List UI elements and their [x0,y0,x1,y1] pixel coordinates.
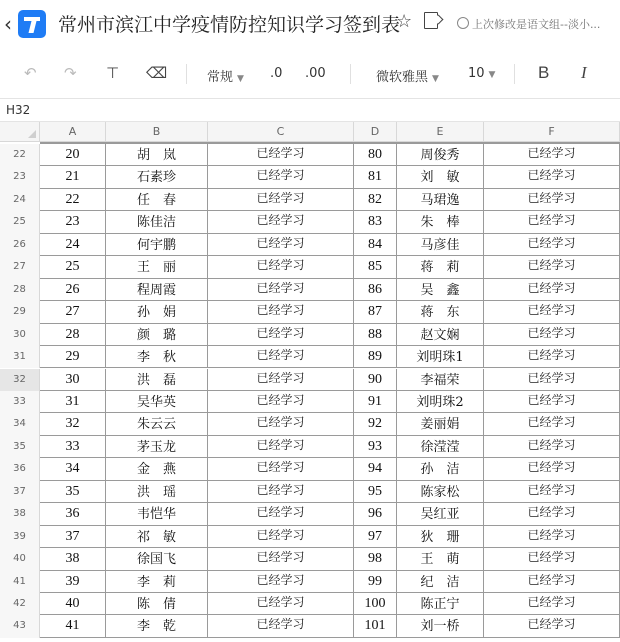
table-cell[interactable]: 洪 磊 [106,369,208,391]
table-cell[interactable]: 31 [40,391,106,413]
row-header[interactable]: 38 [0,503,40,525]
table-cell[interactable]: 陈家松 [397,481,484,503]
table-cell[interactable]: 已经学习 [208,548,354,570]
table-cell[interactable]: 已经学习 [484,234,620,256]
column-header-e[interactable]: E [397,122,484,142]
table-cell[interactable]: 80 [354,144,397,166]
table-cell[interactable]: 已经学习 [484,144,620,166]
italic-button[interactable]: I [581,63,587,82]
row-header[interactable]: 26 [0,234,40,256]
table-cell[interactable]: 88 [354,324,397,346]
back-chevron-icon[interactable]: ‹ [4,12,12,36]
table-cell[interactable]: 胡 岚 [106,144,208,166]
last-modified-info[interactable] [457,16,600,32]
table-cell[interactable]: 98 [354,548,397,570]
table-cell[interactable]: 刘 敏 [397,166,484,188]
table-cell[interactable]: 已经学习 [484,391,620,413]
share-icon[interactable] [424,12,438,29]
table-cell[interactable]: 李 秋 [106,346,208,368]
table-cell[interactable]: 周俊秀 [397,144,484,166]
table-cell[interactable]: 已经学习 [208,234,354,256]
format-painter-icon[interactable]: ⊤ [106,64,120,82]
table-cell[interactable]: 92 [354,413,397,435]
table-cell[interactable]: 狄 珊 [397,526,484,548]
column-header-f[interactable]: F [484,122,620,142]
table-cell[interactable]: 38 [40,548,106,570]
row-header[interactable]: 32 [0,369,40,391]
table-cell[interactable]: 已经学习 [484,166,620,188]
table-cell[interactable]: 已经学习 [484,481,620,503]
table-cell[interactable]: 已经学习 [484,189,620,211]
font-size-select[interactable] [468,66,495,81]
table-cell[interactable]: 36 [40,503,106,525]
table-cell[interactable]: 已经学习 [208,481,354,503]
table-cell[interactable]: 刘明珠2 [397,391,484,413]
table-cell[interactable]: 刘明珠1 [397,346,484,368]
table-cell[interactable]: 陈正宁 [397,593,484,615]
table-cell[interactable]: 纪 洁 [397,571,484,593]
table-cell[interactable]: 已经学习 [484,436,620,458]
table-cell[interactable]: 84 [354,234,397,256]
table-cell[interactable]: 100 [354,593,397,615]
table-cell[interactable]: 已经学习 [484,256,620,278]
table-cell[interactable]: 26 [40,279,106,301]
table-cell[interactable]: 朱云云 [106,413,208,435]
table-cell[interactable]: 86 [354,279,397,301]
table-cell[interactable]: 87 [354,301,397,323]
row-header[interactable]: 30 [0,324,40,346]
number-format-select[interactable] [207,66,244,85]
table-cell[interactable]: 已经学习 [208,593,354,615]
table-cell[interactable]: 30 [40,369,106,391]
app-logo-icon [18,10,46,38]
title-bar [0,0,620,48]
table-cell[interactable]: 已经学习 [208,144,354,166]
table-cell[interactable]: 李 乾 [106,615,208,637]
chevron-down-icon: ▼ [488,70,496,80]
table-cell[interactable]: 25 [40,256,106,278]
table-cell[interactable]: 27 [40,301,106,323]
chevron-down-icon: ▼ [432,74,439,84]
table-cell[interactable]: 韦恺华 [106,503,208,525]
table-cell[interactable]: 40 [40,593,106,615]
row-header[interactable]: 36 [0,458,40,480]
table-cell[interactable]: 徐滢滢 [397,436,484,458]
table-cell[interactable]: 101 [354,615,397,637]
table-cell[interactable]: 金 燕 [106,458,208,480]
table-cell[interactable]: 刘一桥 [397,615,484,637]
table-cell[interactable]: 颜 璐 [106,324,208,346]
undo-icon[interactable]: ↶ [24,64,37,82]
table-cell[interactable]: 蒋 东 [397,301,484,323]
table-cell[interactable]: 已经学习 [484,526,620,548]
table-cell[interactable]: 孙 洁 [397,458,484,480]
table-cell[interactable]: 已经学习 [484,413,620,435]
table-cell[interactable]: 吴华英 [106,391,208,413]
table-cell[interactable]: 已经学习 [484,369,620,391]
table-cell[interactable]: 已经学习 [208,279,354,301]
table-cell[interactable]: 已经学习 [484,279,620,301]
formula-bar [0,99,620,122]
table-cell[interactable]: 已经学习 [208,324,354,346]
redo-icon[interactable]: ↷ [64,64,77,82]
table-cell[interactable]: 20 [40,144,106,166]
table-cell[interactable]: 23 [40,211,106,233]
font-family-select[interactable] [376,66,439,85]
font-family-value: 微软雅黑 [376,70,429,85]
table-cell[interactable]: 93 [354,436,397,458]
table-cell[interactable]: 任 春 [106,189,208,211]
table-cell[interactable]: 85 [354,256,397,278]
row-header[interactable]: 43 [0,615,40,637]
table-cell[interactable]: 茅玉龙 [106,436,208,458]
table-cell[interactable]: 王 萌 [397,548,484,570]
column-header-c[interactable]: C [208,122,354,142]
clock-icon [457,17,469,29]
table-cell[interactable]: 石素珍 [106,166,208,188]
table-cell[interactable]: 已经学习 [208,571,354,593]
table-cell[interactable]: 99 [354,571,397,593]
table-cell[interactable]: 37 [40,526,106,548]
row-header[interactable]: 40 [0,548,40,570]
table-cell[interactable]: 97 [354,526,397,548]
row-header[interactable]: 22 [0,144,40,166]
row-header[interactable]: 31 [0,346,40,368]
table-cell[interactable]: 已经学习 [484,615,620,637]
table-cell[interactable]: 朱 棒 [397,211,484,233]
table-cell[interactable]: 已经学习 [208,503,354,525]
table-cell[interactable]: 90 [354,369,397,391]
table-cell[interactable]: 已经学习 [208,301,354,323]
font-size-value: 10 [468,66,485,81]
row-header[interactable]: 41 [0,571,40,593]
table-cell[interactable]: 马彦佳 [397,234,484,256]
table-cell[interactable]: 已经学习 [208,526,354,548]
table-cell[interactable]: 28 [40,324,106,346]
table-cell[interactable]: 已经学习 [208,615,354,637]
table-cell[interactable]: 已经学习 [484,548,620,570]
table-cell[interactable]: 已经学习 [208,346,354,368]
table-cell[interactable]: 已经学习 [208,189,354,211]
table-cell[interactable]: 21 [40,166,106,188]
decrease-decimal-button[interactable]: .0 [270,66,283,81]
table-cell[interactable]: 41 [40,615,106,637]
row-header[interactable]: 42 [0,593,40,615]
table-cell[interactable]: 马珺逸 [397,189,484,211]
table-cell[interactable]: 22 [40,189,106,211]
table-cell[interactable]: 29 [40,346,106,368]
table-cell[interactable]: 32 [40,413,106,435]
table-cell[interactable]: 洪 瑶 [106,481,208,503]
table-cell[interactable]: 96 [354,503,397,525]
increase-decimal-button[interactable]: .00 [305,66,326,81]
table-cell[interactable]: 已经学习 [484,211,620,233]
toolbar-divider [514,64,515,84]
table-cell[interactable]: 已经学习 [208,436,354,458]
number-format-value: 常规 [207,70,234,85]
table-cell[interactable]: 祁 敏 [106,526,208,548]
table-cell[interactable]: 39 [40,571,106,593]
row-header[interactable]: 35 [0,436,40,458]
row-header[interactable]: 37 [0,481,40,503]
table-cell[interactable]: 34 [40,458,106,480]
row-header[interactable]: 25 [0,211,40,233]
row-header[interactable]: 27 [0,256,40,278]
table-cell[interactable]: 何宇鹏 [106,234,208,256]
table-cell[interactable]: 已经学习 [208,256,354,278]
table-cell[interactable]: 已经学习 [208,458,354,480]
table-cell[interactable]: 已经学习 [208,369,354,391]
cell-reference[interactable]: H32 [6,103,31,117]
table-cell[interactable]: 89 [354,346,397,368]
table-cell[interactable]: 94 [354,458,397,480]
row-header[interactable]: 39 [0,526,40,548]
table-cell[interactable]: 王 丽 [106,256,208,278]
row-header[interactable]: 23 [0,166,40,188]
table-cell[interactable]: 吴 鑫 [397,279,484,301]
clear-format-icon[interactable]: ⌫ [146,64,168,82]
table-cell[interactable]: 李 莉 [106,571,208,593]
bold-button[interactable]: B [538,63,550,82]
star-icon[interactable]: ☆ [396,11,413,32]
table-cell[interactable]: 24 [40,234,106,256]
table-cell[interactable]: 吴红亚 [397,503,484,525]
row-header[interactable]: 29 [0,301,40,323]
select-all-corner[interactable] [0,122,40,142]
column-header-a[interactable]: A [40,122,106,142]
table-cell[interactable]: 姜丽娟 [397,413,484,435]
table-cell[interactable]: 已经学习 [208,391,354,413]
table-cell[interactable]: 已经学习 [208,211,354,233]
row-header[interactable]: 24 [0,189,40,211]
last-modified-text: 上次修改是语文组--淡小... [472,18,601,31]
table-cell[interactable]: 已经学习 [484,324,620,346]
table-cell[interactable]: 已经学习 [484,571,620,593]
table-cell[interactable]: 35 [40,481,106,503]
table-cell[interactable]: 已经学习 [484,503,620,525]
table-cell[interactable]: 孙 娟 [106,301,208,323]
column-header-b[interactable]: B [106,122,208,142]
table-cell[interactable]: 李福荣 [397,369,484,391]
table-cell[interactable]: 83 [354,211,397,233]
table-cell[interactable]: 已经学习 [484,458,620,480]
table-cell[interactable]: 81 [354,166,397,188]
toolbar-divider [186,64,187,84]
table-cell[interactable]: 91 [354,391,397,413]
table-cell[interactable]: 已经学习 [208,166,354,188]
table-cell[interactable]: 已经学习 [484,301,620,323]
row-header[interactable]: 33 [0,391,40,413]
row-header[interactable]: 34 [0,413,40,435]
toolbar [0,50,620,99]
table-cell[interactable]: 95 [354,481,397,503]
toolbar-divider [350,64,351,84]
table-cell[interactable]: 33 [40,436,106,458]
table-cell[interactable]: 徐国飞 [106,548,208,570]
table-cell[interactable]: 已经学习 [208,413,354,435]
table-cell[interactable]: 已经学习 [484,593,620,615]
row-header[interactable]: 28 [0,279,40,301]
table-cell[interactable]: 程周霞 [106,279,208,301]
document-title[interactable]: 常州市滨江中学疫情防控知识学习签到表 [58,14,401,36]
table-cell[interactable]: 陈 倩 [106,593,208,615]
table-cell[interactable]: 陈佳洁 [106,211,208,233]
table-cell[interactable]: 82 [354,189,397,211]
table-cell[interactable]: 已经学习 [484,346,620,368]
table-cell[interactable]: 赵文娴 [397,324,484,346]
column-header-d[interactable]: D [354,122,397,142]
chevron-down-icon: ▼ [237,74,244,84]
table-cell[interactable]: 蒋 莉 [397,256,484,278]
